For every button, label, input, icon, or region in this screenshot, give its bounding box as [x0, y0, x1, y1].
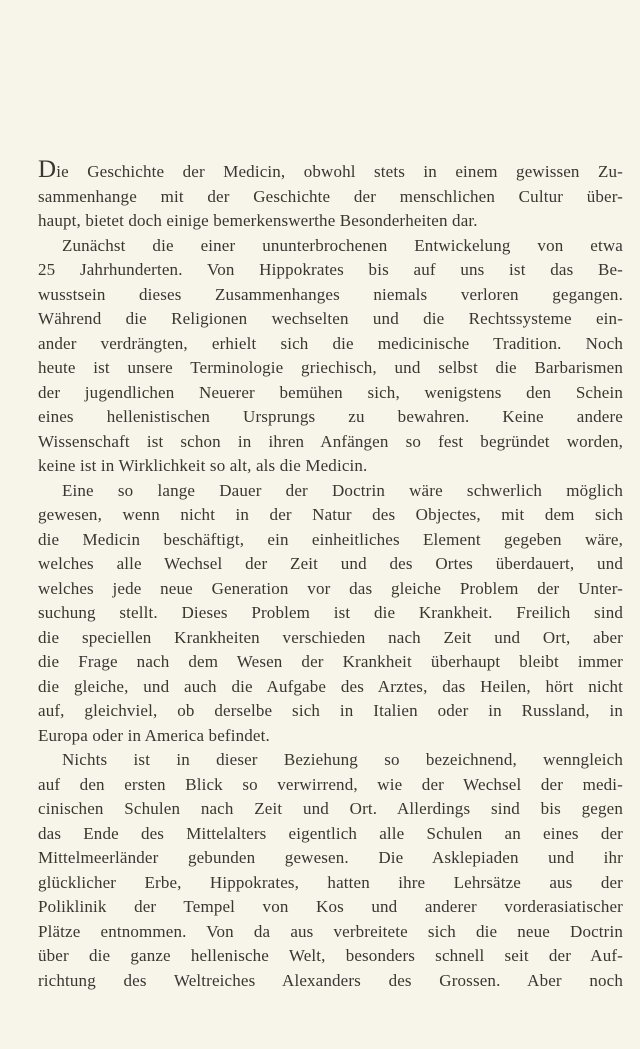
text-line: Europa oder in America befindet. [38, 725, 270, 745]
text-line: der jugendlichen Neuerer bemühen sich, wenigstens den Schein [38, 382, 623, 402]
text-line: Während die Religionen wechselten und die Rechtssysteme ein- [38, 309, 623, 328]
text-line: 25 Jahrhunderten. Von Hippokrates bis auf uns ist das Be- [38, 260, 623, 279]
text-line: glücklicher Erbe, Hippokrates, hatten ihre Lehrsätze aus der [38, 872, 623, 892]
text-line: gewesen, wenn nicht in der Natur des Objectes, mit dem sich [38, 505, 623, 524]
text-line: wusstsein dieses Zusammenhanges niemals verloren gegangen. [38, 284, 623, 304]
text-line: die speciellen Krankheiten verschieden nach Zeit und Ort, aber [38, 627, 623, 647]
text-line: ander verdrängten, erhielt sich die medicinische Tradition. Noch [38, 333, 623, 353]
text-line: auf den ersten Blick so verwirrend, wie der Wechsel der medi- [38, 774, 623, 794]
text-line: Plätze entnommen. Von da aus verbreitete sich die neue Doctrin [38, 921, 623, 941]
text-line: welches alle Wechsel der Zeit und des Ortes überdauert, und [38, 554, 623, 573]
text-line: haupt, bietet doch einige bemerkenswerthe Besonderheiten dar. [38, 211, 478, 230]
text-line: die gleiche, und auch die Aufgabe des Arztes, das Heilen, hört nicht [38, 676, 623, 696]
text-line: sammenhange mit der Geschichte der menschlichen Cultur über- [38, 186, 623, 206]
text-line: heute ist unsere Terminologie griechisch, und selbst die Barbarismen [38, 358, 623, 377]
text-line: über die ganze hellenische Welt, besonders schnell seit der Auf- [38, 946, 623, 965]
drop-cap: D [38, 156, 57, 183]
text-line [38, 156, 623, 185]
text-line: Zunächst die einer ununterbrochenen Entwickelung von etwa [62, 235, 623, 255]
text-line: keine ist in Wirklichkeit so alt, als die Medicin. [38, 456, 368, 475]
text-line: richtung des Weltreiches Alexanders des Grossen. Aber noch [38, 970, 623, 990]
text-line: cinischen Schulen nach Zeit und Ort. Allerdings sind bis gegen [38, 799, 623, 818]
text-line: auf, gleichviel, ob derselbe sich in Italien oder in Russland, in [38, 701, 623, 720]
body-text [38, 156, 623, 993]
text-line: Eine so lange Dauer der Doctrin wäre schwerlich möglich [62, 480, 623, 500]
text-line: suchung stellt. Dieses Problem ist die Krankheit. Freilich sind [38, 603, 623, 622]
text-line: das Ende des Mittelalters eigentlich alle Schulen an eines der [38, 823, 623, 843]
text-line: eines hellenistischen Ursprungs zu bewahren. Keine andere [38, 407, 623, 426]
line-text: ie Geschichte der Medicin, obwohl stets in einem gewissen Zu- [56, 162, 623, 181]
text-line: die Frage nach dem Wesen der Krankheit überhaupt bleibt immer [38, 652, 623, 671]
text-line: Mittelmeerländer gebunden gewesen. Die Asklepiaden und ihr [38, 848, 623, 867]
text-line: Poliklinik der Tempel von Kos und anderer vorderasiatischer [38, 897, 623, 916]
text-line: Nichts ist in dieser Beziehung so bezeichnend, wenngleich [62, 750, 623, 769]
text-line: welches jede neue Generation vor das gleiche Problem der Unter- [38, 578, 623, 598]
text-line: Wissenschaft ist schon in ihren Anfängen so fest begründet worden, [38, 431, 623, 451]
text-line: die Medicin beschäftigt, ein einheitliches Element gegeben wäre, [38, 529, 623, 549]
